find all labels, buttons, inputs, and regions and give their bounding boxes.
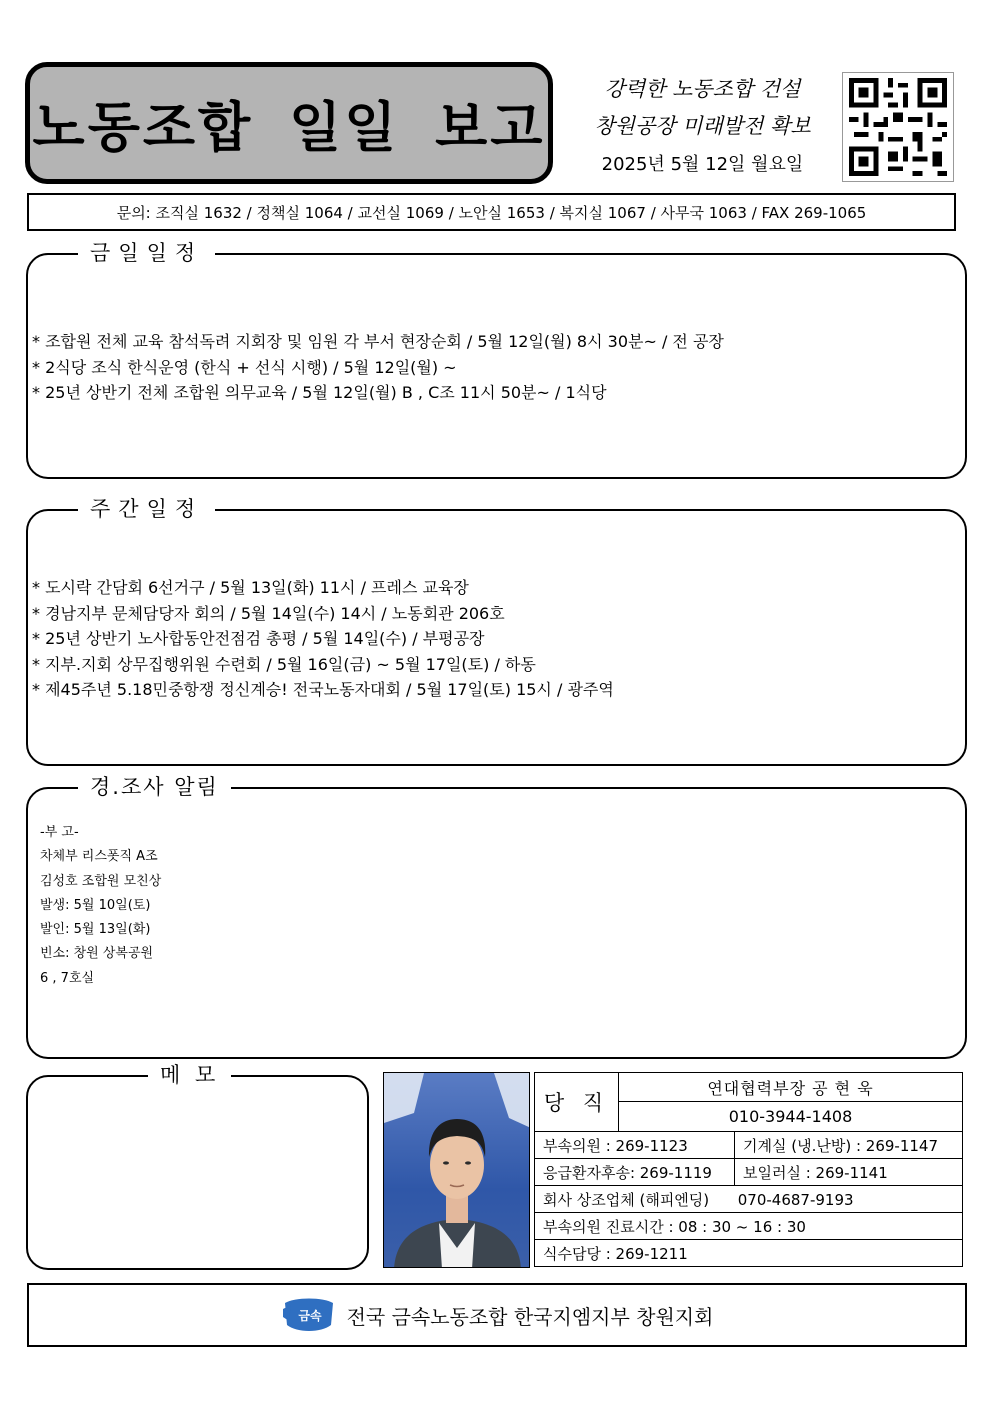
title-box [25, 62, 553, 184]
memo-heading: 메 모 [148, 1059, 231, 1089]
union-logo-icon [281, 1295, 337, 1335]
report-date: 2025년 5월 12일 월요일 [601, 154, 804, 175]
list-item: 빈소: 창원 상복공원 [40, 946, 154, 962]
list-item: 김성호 조합원 모친상 [40, 873, 162, 889]
list-item: * 25년 상반기 노사합동안전점검 총평 / 5월 14일(수) / 부평공장 [32, 629, 485, 648]
duty-label: 당 직 [534, 1072, 619, 1132]
funeral-service-phone: 회사 상조업체 (해피엔딩) 070-4687-9193 [534, 1185, 963, 1213]
page-title: 노동조합 일일 보고 [32, 95, 546, 159]
notice-list [40, 821, 161, 991]
union-logo-text: 금속 [297, 1309, 322, 1323]
duty-officer-name: 연대협력부장 공 현 욱 [618, 1072, 963, 1102]
list-item: 6 , 7호실 [40, 970, 95, 986]
meals-contact: 식수담당 : 269-1211 [534, 1239, 963, 1267]
list-item: * 25년 상반기 전체 조합원 의무교육 / 5월 12일(월) B , C조 11시 50분~ / 1식당 [32, 383, 607, 402]
duty-officer-phone: 010-3944-1408 [618, 1101, 963, 1132]
today-schedule-list [32, 329, 724, 406]
footer [27, 1283, 967, 1347]
weekly-schedule-section [26, 497, 967, 766]
notice-section [26, 775, 967, 1059]
slogan-line-2: 창원공장 미래발전 확보 [594, 114, 811, 138]
list-item: * 경남지부 문체담당자 회의 / 5월 14일(수) 14시 / 노동회관 206호 [32, 603, 505, 623]
duty-officer-photo [383, 1072, 530, 1268]
list-item: * 제45주년 5.18민중항쟁 정신계승! 전국노동자대회 / 5월 17일(토) 15시 / 광주역 [32, 680, 614, 699]
list-item: * 지부.지회 상무집행위원 수련회 / 5월 16일(금) ~ 5월 17일(토) / 하동 [32, 654, 536, 674]
contact-bar: 문의: 조직실 1632 / 정책실 1064 / 교선실 1069 / 노안실 1653 / 복지실 1067 / 사무국 1063 / FAX 269-1065 [27, 193, 956, 231]
list-item: * 조합원 전체 교육 참석독려 지회장 및 임원 각 부서 현장순회 / 5월 12일(월) 8시 30분~ / 전 공장 [32, 332, 724, 351]
list-item: * 2식당 조식 한식운영 (한식 + 선식 시행) / 5월 12일(월) ~ [32, 357, 457, 377]
notice-heading: 경.조사 알림 [78, 771, 231, 801]
weekly-schedule-list [32, 575, 614, 703]
list-item: 발생: 5월 10일(토) [40, 897, 151, 913]
list-item: * 도시락 간담회 6선거구 / 5월 13일(화) 11시 / 프레스 교육장 [32, 578, 469, 597]
slogan-line-1: 강력한 노동조합 건설 [604, 77, 801, 101]
weekly-schedule-heading: 주간일정 [78, 493, 215, 523]
qr-code-icon[interactable] [842, 72, 954, 182]
list-item: -부 고- [40, 825, 79, 840]
today-schedule-section [26, 241, 967, 479]
clinic-hours: 부속의원 진료시간 : 08 : 30 ~ 16 : 30 [534, 1212, 963, 1240]
today-schedule-heading: 금일일정 [78, 237, 215, 267]
clinic-phone: 부속의원 : 269-1123 [534, 1131, 735, 1159]
memo-box[interactable] [26, 1063, 369, 1270]
list-item: 발인: 5월 13일(화) [40, 922, 151, 938]
boiler-room-phone: 보일러실 : 269-1141 [734, 1158, 963, 1186]
organization-name: 전국 금속노동조합 한국지엠지부 창원지회 [346, 1304, 714, 1329]
machine-room-phone: 기계실 (냉.난방) : 269-1147 [734, 1131, 963, 1159]
emergency-transport-phone: 응급환자후송: 269-1119 [534, 1158, 735, 1186]
list-item: 차체부 리스폿직 A조 [40, 849, 158, 865]
